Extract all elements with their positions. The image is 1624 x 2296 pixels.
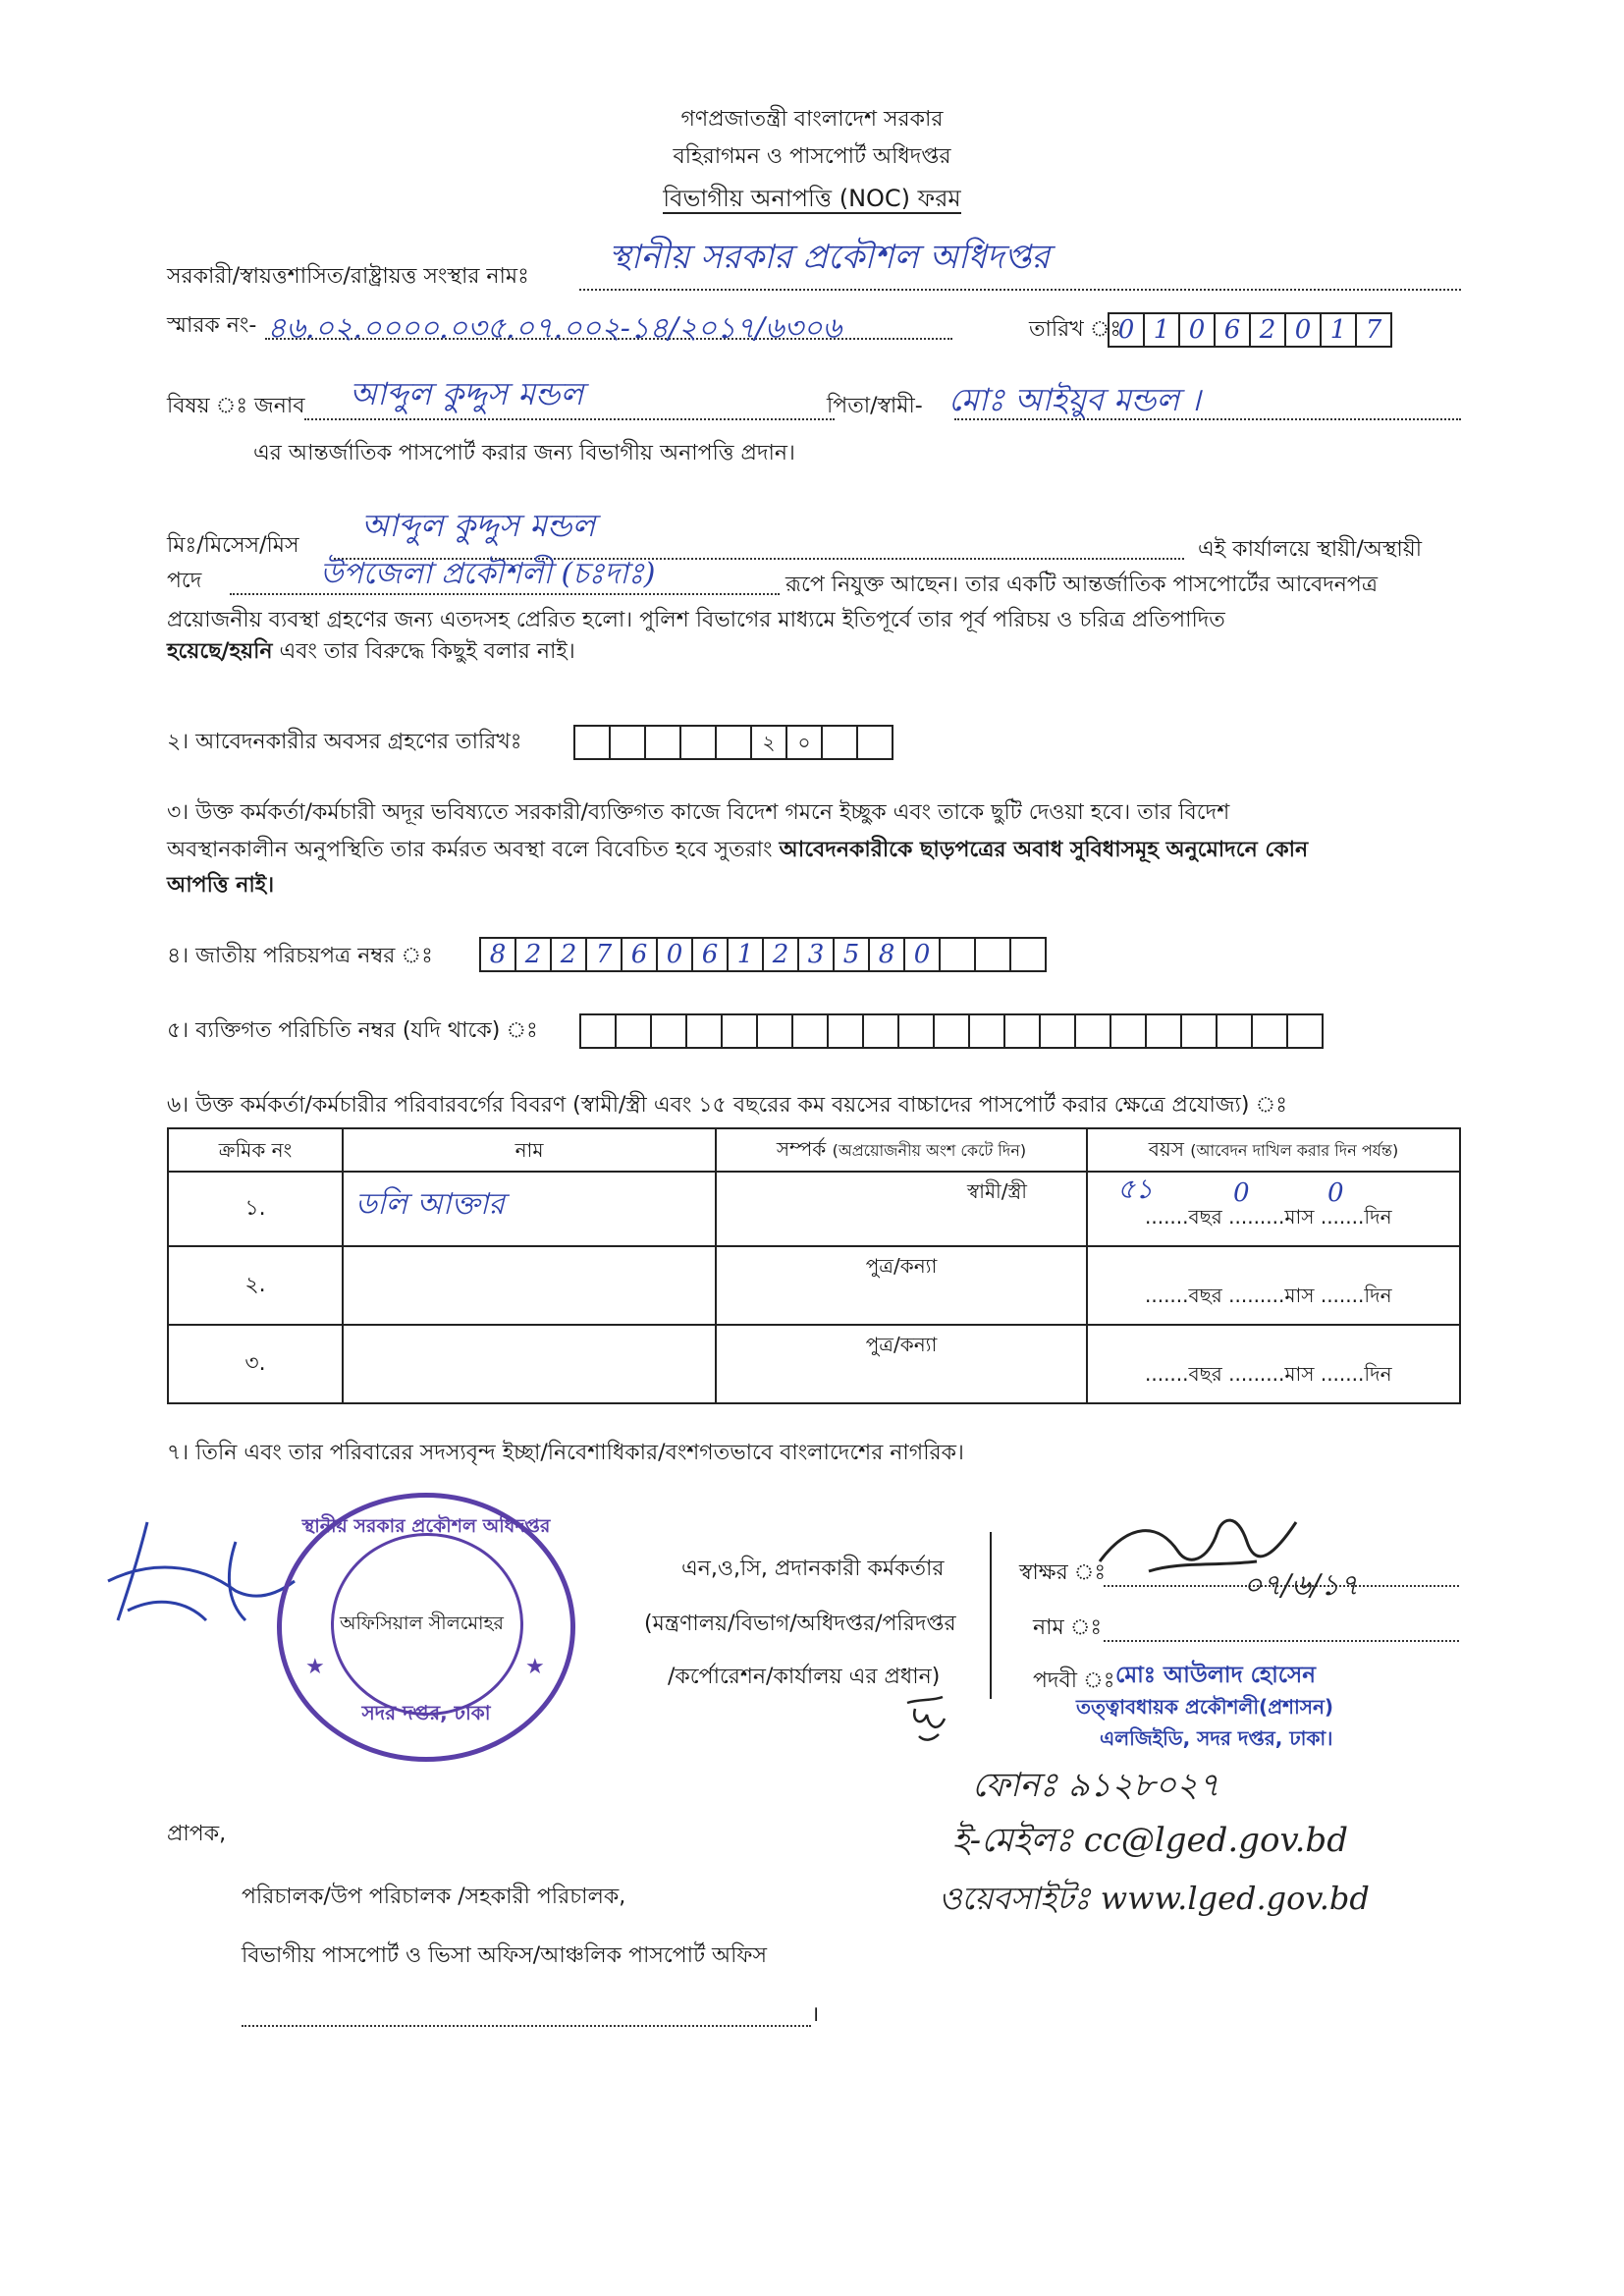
age-days-value: 0 bbox=[1327, 1178, 1344, 1208]
personal-id-digit-box[interactable] bbox=[1286, 1013, 1324, 1049]
age-units: .......বছর .........মাস .......দিন bbox=[1145, 1362, 1392, 1386]
unit-month: মাস bbox=[1284, 1284, 1315, 1307]
contact-website: ওয়েবসাইটঃ www.lged.gov.bd bbox=[939, 1880, 1370, 1917]
header-relation-note: (অপ্রয়োজনীয় অংশ কেটে দিন) bbox=[832, 1141, 1027, 1160]
personal-id-digit-box[interactable] bbox=[756, 1013, 793, 1049]
stamp-office: এলজিইডি, সদর দপ্তর, ঢাকা। bbox=[1100, 1726, 1333, 1750]
org-line bbox=[579, 289, 1461, 291]
nid-digit-box[interactable]: 6 bbox=[621, 937, 658, 972]
initials-icon bbox=[899, 1693, 958, 1748]
subject-purpose: এর আন্তর্জাতিক পাসপোর্ট করার জন্য বিভাগীয় অনাপত্তি প্রদান। bbox=[253, 441, 795, 465]
header-line-1: গণপ্রজাতন্ত্রী বাংলাদেশ সরকার bbox=[680, 107, 944, 132]
date-digit-box[interactable]: 7 bbox=[1355, 312, 1392, 348]
family-row-relation: স্বামী/স্ত্রী bbox=[716, 1172, 1087, 1246]
signature-label: স্বাক্ষর ঃ bbox=[1019, 1560, 1107, 1585]
nid-digit-box[interactable]: 0 bbox=[903, 937, 941, 972]
age-units: .......বছর .........মাস .......দিন bbox=[1145, 1205, 1392, 1229]
contact-phone: ফোনঃ ৯১২৮০২৭ bbox=[972, 1766, 1220, 1805]
para1-line3: প্রয়োজনীয় ব্যবস্থা গ্রহণের জন্য এতদসহ প্রেরিত হলো। পুলিশ বিভাগের মাধ্যমে ইতিপূর্বে তার পূর্ব পরিচয় ও চরিত্র প্রতিপাদিত bbox=[167, 608, 1225, 632]
family-row-age[interactable] bbox=[1087, 1246, 1460, 1325]
name-line bbox=[1104, 1640, 1459, 1642]
after-post-text: রূপে নিযুক্ত আছেন। তার একটি আন্তর্জাতিক পাসপোর্টের আবেদনপত্র bbox=[785, 573, 1378, 597]
nid-digit-box[interactable]: 5 bbox=[833, 937, 870, 972]
personal-id-label: ৫। ব্যক্তিগত পরিচিতি নম্বর (যদি থাকে) ঃ bbox=[167, 1018, 538, 1043]
seal-star-icon: ★ bbox=[525, 1655, 545, 1679]
item3-line2-bold: আবেদনকারীকে ছাড়পত্রের অবাধ সুবিধাসমূহ অনুমোদনে কোন bbox=[779, 838, 1309, 862]
authority-line-3: /কর্পোরেশন/কার্যালয় এর প্রধান) bbox=[668, 1665, 941, 1689]
header-serial: ক্রমিক নং bbox=[168, 1128, 343, 1172]
retirement-digit-box[interactable]: ২ bbox=[750, 725, 787, 760]
family-row-age[interactable] bbox=[1087, 1172, 1460, 1246]
date-digit-box[interactable]: 1 bbox=[1320, 312, 1357, 348]
recipient-address-line[interactable] bbox=[242, 2025, 811, 2027]
post-label: পদে bbox=[167, 569, 202, 593]
item3-line3: আপত্তি নাই। bbox=[167, 873, 275, 898]
name-label: নাম ঃ bbox=[1033, 1615, 1103, 1640]
subject-name[interactable]: আব্দুল কুদ্দুস মন্ডল bbox=[350, 375, 584, 412]
family-row bbox=[168, 1325, 1460, 1403]
personal-id-digit-box[interactable] bbox=[1251, 1013, 1288, 1049]
retirement-digit-box[interactable] bbox=[821, 725, 858, 760]
personal-id-digit-box[interactable] bbox=[579, 1013, 617, 1049]
nid-digit-box[interactable]: 2 bbox=[762, 937, 799, 972]
personal-id-digit-box[interactable] bbox=[685, 1013, 723, 1049]
family-row-name-value: ডলি আক্তার bbox=[355, 1187, 505, 1222]
age-months-value: 0 bbox=[1233, 1178, 1250, 1208]
item3-line1: ৩। উক্ত কর্মকর্তা/কর্মচারী অদূর ভবিষ্যতে সরকারী/ব্যক্তিগত কাজে বিদেশ গমনে ইচ্ছুক এবং তাকে ছুটি দেওয়া হবে। তার বিদেশ bbox=[167, 800, 1230, 825]
nid-digit-box[interactable]: 0 bbox=[656, 937, 693, 972]
nid-label: ৪। জাতীয় পরিচয়পত্র নম্বর ঃ bbox=[167, 944, 433, 968]
applicant-name[interactable]: আব্দুল কুদ্দুস মন্ডল bbox=[361, 507, 596, 544]
official-seal-label: অফিসিয়াল সীলমোহর bbox=[340, 1613, 504, 1634]
date-digit-box[interactable]: 0 bbox=[1108, 312, 1145, 348]
personal-id-digit-box[interactable] bbox=[1039, 1013, 1076, 1049]
item3-line2 bbox=[167, 837, 1308, 864]
recipient-end-mark: । bbox=[811, 2002, 820, 2027]
family-label: ৬। উক্ত কর্মকর্তা/কর্মচারীর পরিবারবর্গের বিবরণ (স্বামী/স্ত্রী এবং ১৫ বছরের কম বয়সের বাচ্চাদের পাসপোর্ট করার ক্ষেত্রে প্রযোজ্য) ঃ bbox=[167, 1093, 1287, 1118]
memo-label: স্মারক নং- bbox=[167, 313, 257, 338]
memo-value[interactable]: ৪৬.০২.০০০০.০৩৫.০৭.০০২-১৪/২০১৭/৬৩০৬ bbox=[267, 311, 841, 346]
family-row-age[interactable] bbox=[1087, 1325, 1460, 1403]
personal-id-digit-box[interactable] bbox=[615, 1013, 652, 1049]
org-label: সরকারী/স্বায়ত্তশাসিত/রাষ্ট্রায়ত্ত সংস্থার নামঃ bbox=[167, 264, 529, 289]
subject-label: বিষয় ঃ জনাব bbox=[167, 394, 305, 418]
retirement-digit-box[interactable] bbox=[573, 725, 611, 760]
nid-boxes[interactable] bbox=[481, 937, 1047, 972]
date-boxes[interactable] bbox=[1110, 312, 1392, 348]
father-name[interactable]: মোঃ আইয়ুব মন্ডল । bbox=[948, 381, 1201, 418]
family-row-name[interactable] bbox=[343, 1325, 716, 1403]
seal-top-text: স্থানীয় সরকার প্রকৌশল অধিদপ্তর bbox=[301, 1515, 551, 1537]
unit-day: দিন bbox=[1364, 1284, 1392, 1307]
item3-line2-normal: অবস্থানকালীন অনুপস্থিতি তার কর্মরত অবস্থা বলে বিবেচিত হবে সুতরাং bbox=[167, 838, 780, 862]
nid-digit-box[interactable] bbox=[939, 937, 976, 972]
nid-digit-box[interactable]: 7 bbox=[585, 937, 623, 972]
personal-id-digit-box[interactable] bbox=[791, 1013, 829, 1049]
retirement-digit-box[interactable] bbox=[644, 725, 681, 760]
personal-id-digit-box[interactable] bbox=[827, 1013, 864, 1049]
family-row bbox=[168, 1172, 1460, 1246]
retirement-digit-box[interactable]: ০ bbox=[785, 725, 823, 760]
header-age bbox=[1087, 1128, 1460, 1172]
recipient-label: প্রাপক, bbox=[167, 1822, 227, 1846]
contact-email: ই-মেইলঃ cc@lged.gov.bd bbox=[952, 1821, 1348, 1860]
unit-month: মাস bbox=[1284, 1205, 1315, 1229]
retirement-digit-box[interactable] bbox=[609, 725, 646, 760]
unit-year: বছর bbox=[1188, 1362, 1222, 1386]
nid-digit-box[interactable]: 2 bbox=[514, 937, 552, 972]
nid-digit-box[interactable]: 6 bbox=[691, 937, 729, 972]
org-value[interactable]: স্থানীয় সরকার প্রকৌশল অধিদপ্তর bbox=[609, 238, 1051, 277]
age-units: .......বছর .........মাস .......দিন bbox=[1145, 1284, 1392, 1307]
date-digit-box[interactable]: 0 bbox=[1284, 312, 1322, 348]
form-title-text: বিভাগীয় অনাপত্তি (NOC) ফরম bbox=[663, 185, 961, 212]
stamp-name: মোঃ আউলাদ হোসেন bbox=[1115, 1663, 1316, 1688]
personal-id-boxes[interactable] bbox=[581, 1013, 1324, 1049]
recipient-line-2: বিভাগীয় পাসপোর্ট ও ভিসা অফিস/আঞ্চলিক পাসপোর্ট অফিস bbox=[242, 1943, 768, 1968]
nid-digit-box[interactable]: 1 bbox=[727, 937, 764, 972]
para1-line4-rest: এবং তার বিরুদ্ধে কিছুই বলার নাই। bbox=[272, 639, 575, 664]
family-row-name[interactable] bbox=[343, 1246, 716, 1325]
header-age-label: বয়স bbox=[1148, 1137, 1184, 1161]
family-row-serial: ১. bbox=[168, 1172, 343, 1246]
personal-id-digit-box[interactable] bbox=[1180, 1013, 1218, 1049]
personal-id-digit-box[interactable] bbox=[1216, 1013, 1253, 1049]
unit-month: মাস bbox=[1284, 1362, 1315, 1386]
form-title bbox=[0, 185, 1624, 214]
para1-line4 bbox=[167, 638, 575, 666]
unit-year: বছর bbox=[1188, 1284, 1222, 1307]
date-digit-box[interactable]: 0 bbox=[1178, 312, 1216, 348]
personal-id-digit-box[interactable] bbox=[1074, 1013, 1111, 1049]
header-relation bbox=[716, 1128, 1087, 1172]
authority-line-2: (মন্ত্রণালয়/বিভাগ/অধিদপ্তর/পরিদপ্তর bbox=[644, 1612, 956, 1636]
recipient-line-1: পরিচালক/উপ পরিচালক /সহকারী পরিচালক, bbox=[242, 1885, 626, 1909]
header-line-2: বহিরাগমন ও পাসপোর্ট অধিদপ্তর bbox=[673, 144, 951, 169]
post-value[interactable]: উপজেলা প্রকৌশলী (চঃদাঃ) bbox=[320, 557, 656, 591]
retirement-digit-box[interactable] bbox=[715, 725, 752, 760]
retirement-label: ২। আবেদনকারীর অবসর গ্রহণের তারিখঃ bbox=[167, 730, 522, 754]
nid-digit-box[interactable]: 2 bbox=[550, 937, 587, 972]
father-label: পিতা/স্বামী- bbox=[827, 394, 923, 418]
signature-date[interactable]: ০৭/৬/১৭ bbox=[1243, 1568, 1359, 1603]
header-name: নাম bbox=[343, 1128, 716, 1172]
after-name-text: এই কার্যালয়ে স্থায়ী/অস্থায়ী bbox=[1198, 537, 1423, 562]
unit-day: দিন bbox=[1364, 1362, 1392, 1386]
age-years-value: ৫১ bbox=[1117, 1173, 1154, 1205]
personal-id-digit-box[interactable] bbox=[933, 1013, 970, 1049]
personal-id-digit-box[interactable] bbox=[968, 1013, 1005, 1049]
seal-star-icon: ★ bbox=[305, 1655, 325, 1679]
unit-day: দিন bbox=[1364, 1205, 1392, 1229]
family-row-relation: পুত্র/কন্যা bbox=[716, 1246, 1087, 1325]
nid-digit-box[interactable]: 8 bbox=[479, 937, 516, 972]
police-verified-option: হয়েছে/হয়নি bbox=[167, 639, 273, 664]
family-row-serial: ৩. bbox=[168, 1325, 343, 1403]
family-row bbox=[168, 1246, 1460, 1325]
seal-bottom-text: সদর দপ্তর, ঢাকা bbox=[361, 1701, 491, 1724]
family-row-relation: পুত্র/কন্যা bbox=[716, 1325, 1087, 1403]
citizenship-text: ৭। তিনি এবং তার পরিবারের সদস্যবৃন্দ ইচ্ছা/নিবেশাধিকার/বংশগতভাবে বাংলাদেশের নাগরিক। bbox=[167, 1441, 964, 1465]
family-table bbox=[167, 1127, 1461, 1404]
date-digit-box[interactable]: 2 bbox=[1249, 312, 1286, 348]
signature-divider bbox=[990, 1532, 992, 1699]
unit-year: বছর bbox=[1188, 1205, 1222, 1229]
stamp-title: তত্ত্বাবধায়ক প্রকৌশলী(প্রশাসন) bbox=[1076, 1695, 1334, 1719]
nid-digit-box[interactable] bbox=[974, 937, 1011, 972]
date-digit-box[interactable]: 6 bbox=[1214, 312, 1251, 348]
left-signature-icon bbox=[88, 1503, 304, 1650]
nid-digit-box[interactable]: 8 bbox=[868, 937, 905, 972]
personal-id-digit-box[interactable] bbox=[721, 1013, 758, 1049]
salutation: মিঃ/মিসেস/মিস bbox=[167, 533, 299, 558]
personal-id-digit-box[interactable] bbox=[1145, 1013, 1182, 1049]
nid-digit-box[interactable]: 3 bbox=[797, 937, 835, 972]
authority-line-1: এন,ও,সি, প্রদানকারী কর্মকর্তার bbox=[681, 1557, 945, 1581]
personal-id-digit-box[interactable] bbox=[1110, 1013, 1147, 1049]
date-label: তারিখ ঃ bbox=[1029, 317, 1122, 342]
family-row-name[interactable] bbox=[343, 1172, 716, 1246]
personal-id-digit-box[interactable] bbox=[897, 1013, 935, 1049]
header-age-note: (আবেদন দাখিল করার দিন পর্যন্ত) bbox=[1190, 1141, 1399, 1160]
date-digit-box[interactable]: 1 bbox=[1143, 312, 1180, 348]
personal-id-digit-box[interactable] bbox=[1003, 1013, 1041, 1049]
retirement-boxes[interactable] bbox=[575, 725, 893, 760]
personal-id-digit-box[interactable] bbox=[862, 1013, 899, 1049]
nid-digit-box[interactable] bbox=[1009, 937, 1047, 972]
retirement-digit-box[interactable] bbox=[856, 725, 893, 760]
retirement-digit-box[interactable] bbox=[679, 725, 717, 760]
header-relation-label: সম্পর্ক bbox=[776, 1137, 827, 1161]
family-row-serial: ২. bbox=[168, 1246, 343, 1325]
family-header-row bbox=[168, 1128, 1460, 1172]
personal-id-digit-box[interactable] bbox=[650, 1013, 687, 1049]
title-label: পদবী ঃ bbox=[1033, 1668, 1115, 1693]
